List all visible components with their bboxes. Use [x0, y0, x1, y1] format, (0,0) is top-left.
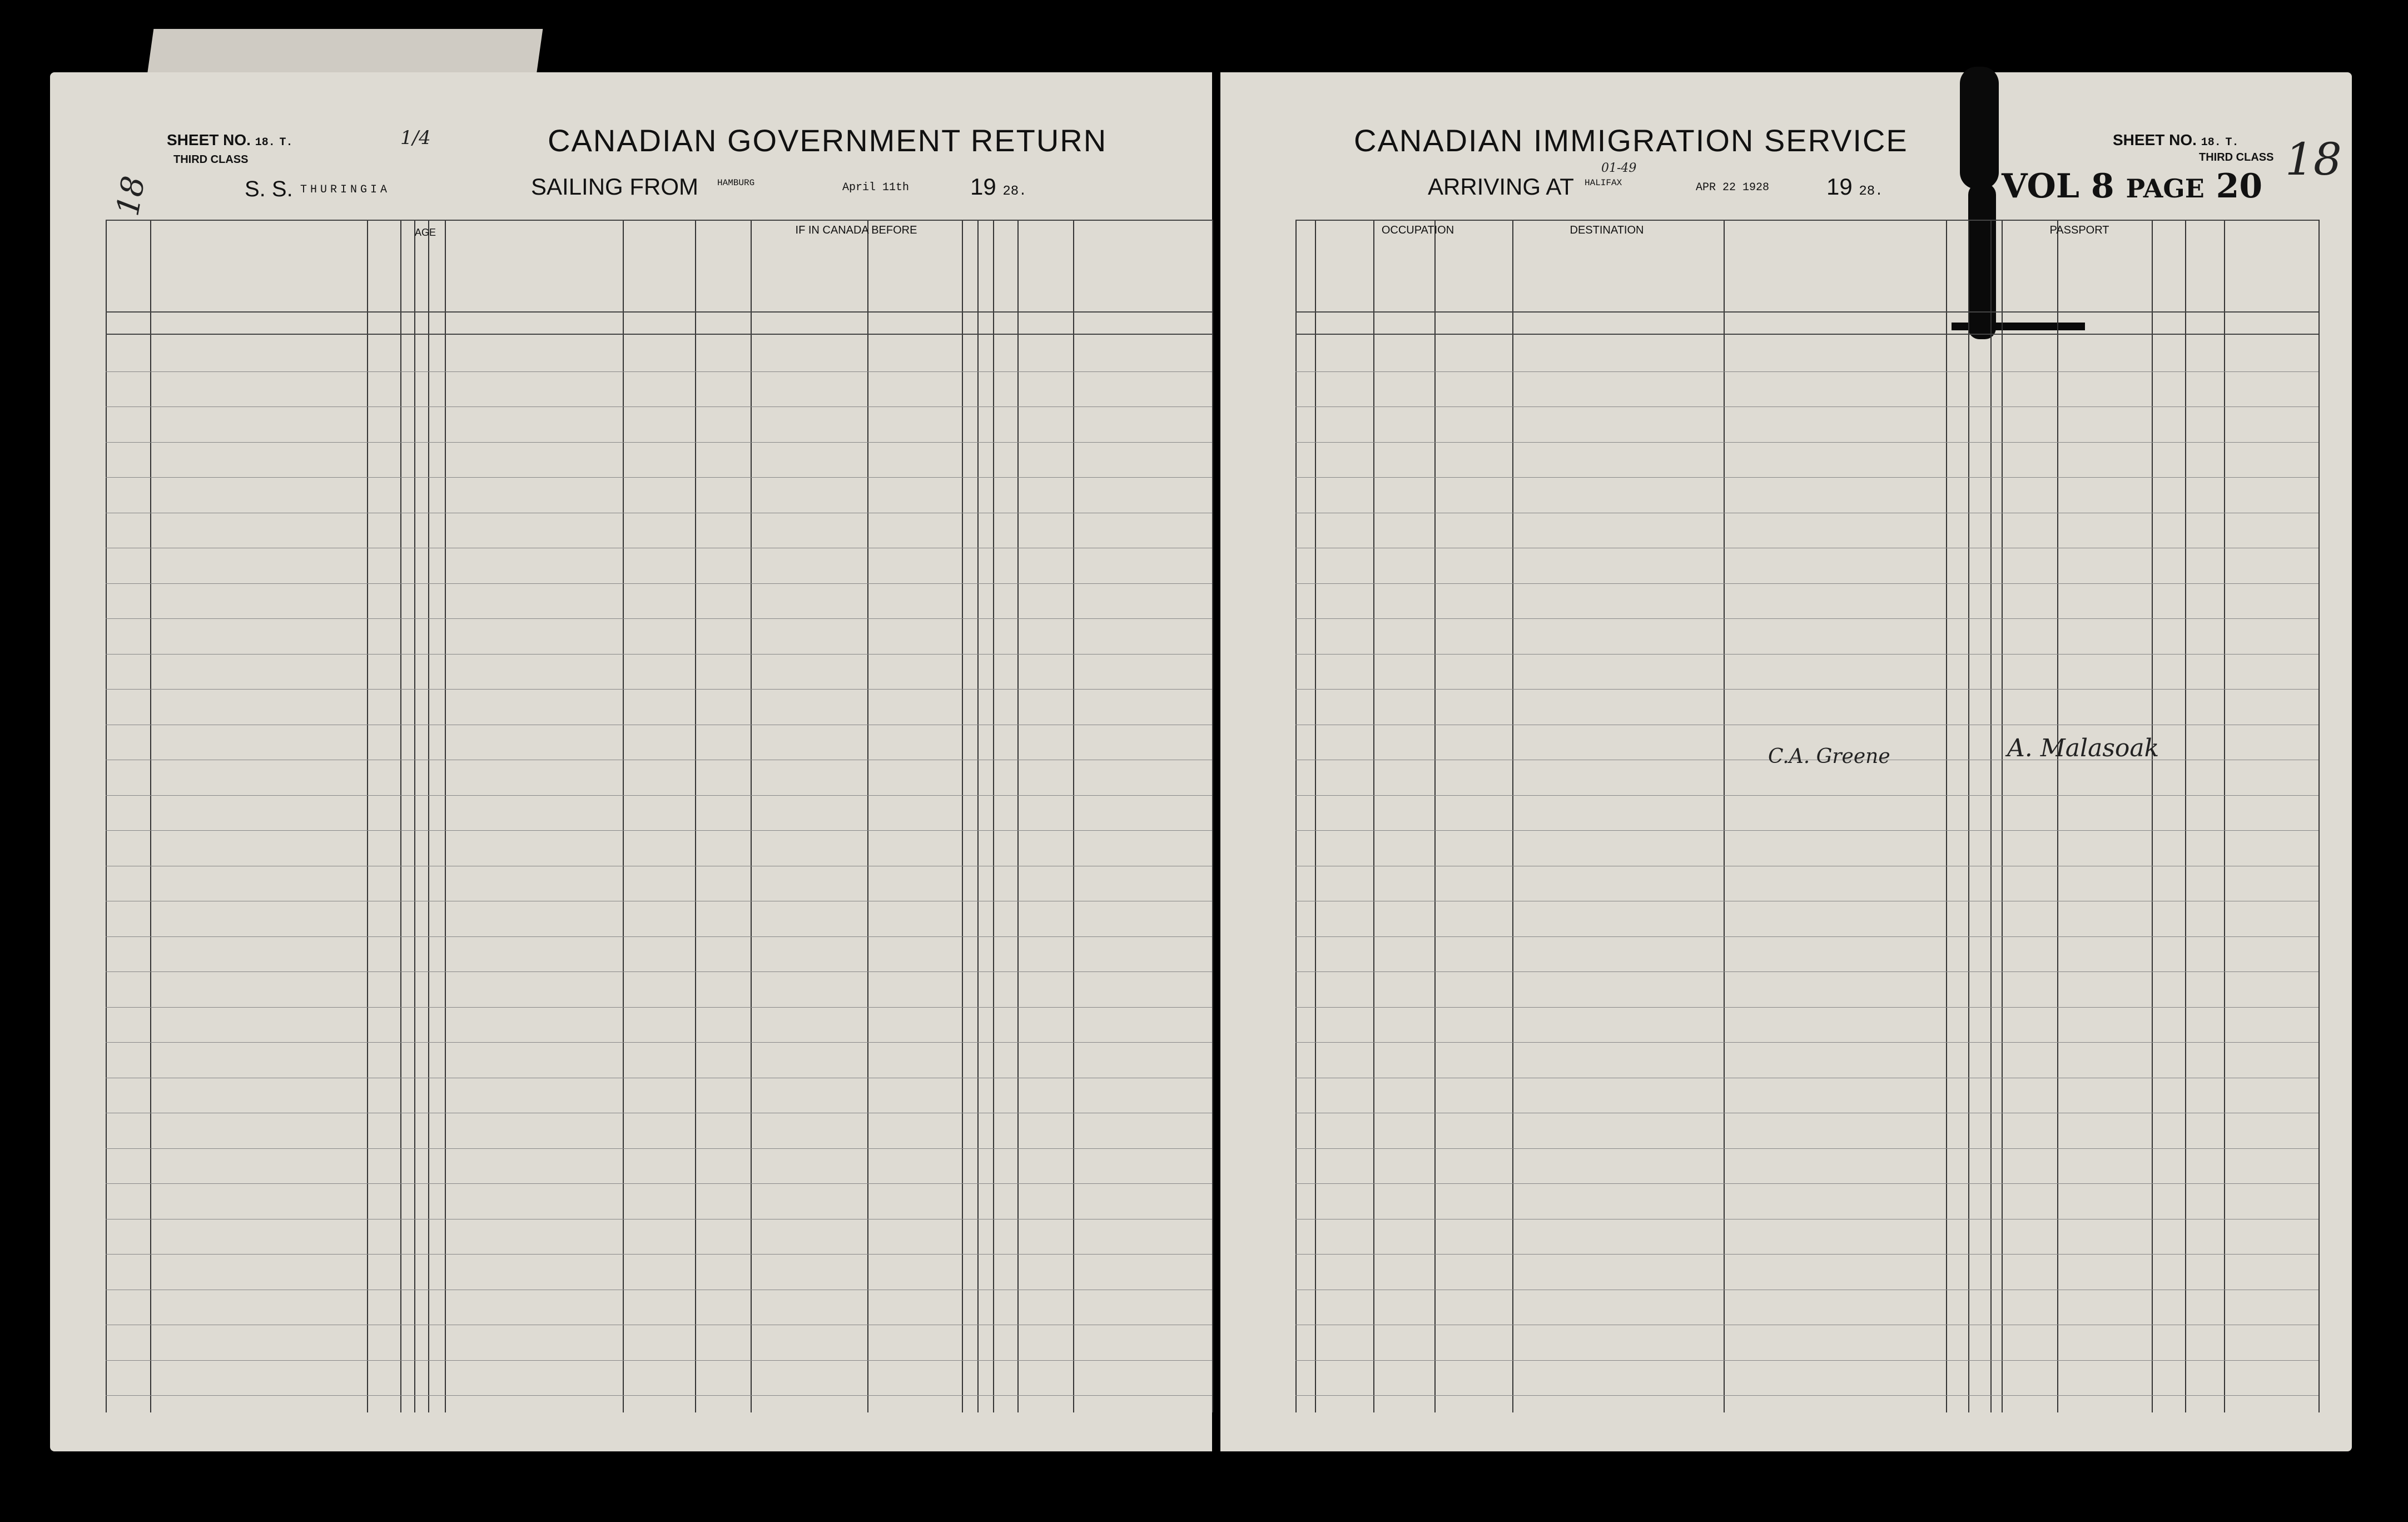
left-sailing-label: SAILING FROM: [531, 173, 699, 200]
left-ship-name: THURINGIA: [300, 184, 391, 196]
column-divider: [2057, 220, 2058, 1412]
ink-cross: [1952, 323, 2085, 330]
row-rule: [106, 583, 1212, 584]
left-ss-label: S. S.: [245, 177, 293, 201]
right-arrival-date: APR 22 1928: [1696, 181, 1770, 194]
row-rule: [1295, 1395, 2318, 1396]
right-signature: A. Malasoak: [2007, 734, 2159, 762]
right-sheet-label: SHEET NO. 18. T.: [2113, 131, 2239, 149]
row-rule: [1295, 971, 2318, 972]
column-divider: [150, 220, 151, 1412]
destination-group-header: DESTINATION: [1570, 224, 1644, 236]
row-rule: [106, 1042, 1212, 1043]
row-rule: [106, 477, 1212, 478]
row-rule: [106, 795, 1212, 796]
row-rule: [1295, 442, 2318, 443]
column-divider: [993, 220, 994, 1412]
right-handwritten-page-no: 18: [2285, 133, 2342, 185]
row-rule: [1295, 1148, 2318, 1149]
column-divider: [867, 220, 868, 1412]
row-rule: [106, 1254, 1212, 1255]
column-number-rule: [106, 334, 1212, 335]
row-rule: [1295, 371, 2318, 372]
header-bottom-rule: [106, 311, 1212, 313]
row-rule: [106, 1395, 1212, 1396]
left-signature: C.A. Greene: [1768, 745, 1890, 768]
row-rule: [1295, 406, 2318, 407]
row-rule: [106, 406, 1212, 407]
column-divider: [445, 220, 446, 1412]
column-divider: [1968, 220, 1969, 1412]
column-divider: [1212, 220, 1213, 1412]
header-bottom-rule: [1295, 311, 2318, 313]
row-rule: [106, 971, 1212, 972]
column-divider: [695, 220, 696, 1412]
left-port: HAMBURG: [717, 178, 755, 188]
column-divider: [1315, 220, 1316, 1412]
row-rule: [1295, 1254, 2318, 1255]
left-date: April 11th: [842, 181, 910, 194]
row-rule: [106, 371, 1212, 372]
column-divider: [367, 220, 368, 1412]
header-top-rule: [106, 220, 1212, 221]
row-rule: [1295, 689, 2318, 690]
column-divider: [1724, 220, 1725, 1412]
volume-stamp: VOL 8 PAGE 20: [2002, 167, 2263, 206]
occupation-group-header: OCCUPATION: [1381, 224, 1454, 236]
left-sheet-label: SHEET NO. 18. T.: [167, 131, 293, 149]
row-rule: [106, 830, 1212, 831]
right-arriving-label: ARRIVING AT: [1428, 173, 1574, 200]
canada-before-group-header: IF IN CANADA BEFORE: [795, 224, 917, 236]
column-divider: [1512, 220, 1513, 1412]
column-divider: [1373, 220, 1374, 1412]
column-divider: [977, 220, 979, 1412]
ink-blot: [1960, 67, 1999, 189]
row-rule: [106, 654, 1212, 655]
left-handwritten-page: 1/4: [400, 127, 431, 149]
column-divider: [400, 220, 401, 1412]
column-divider: [962, 220, 963, 1412]
column-divider: [1946, 220, 1947, 1412]
row-rule: [1295, 1007, 2318, 1008]
row-rule: [1295, 830, 2318, 831]
ink-smear: [1968, 184, 1996, 339]
column-divider: [1295, 220, 1297, 1412]
passport-group-header: PASSPORT: [2049, 224, 2109, 236]
left-title: CANADIAN GOVERNMENT RETURN: [548, 123, 1108, 158]
column-divider: [1434, 220, 1436, 1412]
right-year: 19 28.: [1826, 173, 1883, 200]
row-rule: [106, 1360, 1212, 1361]
column-divider: [2152, 220, 2153, 1412]
left-class-label: THIRD CLASS: [173, 153, 249, 166]
column-divider: [2002, 220, 2003, 1412]
row-rule: [106, 936, 1212, 937]
column-divider: [2224, 220, 2225, 1412]
right-stamp-code: 01-49: [1601, 161, 1637, 175]
row-rule: [106, 442, 1212, 443]
row-rule: [1295, 795, 2318, 796]
column-divider: [751, 220, 752, 1412]
row-rule: [1295, 1183, 2318, 1184]
column-divider: [1990, 220, 1992, 1412]
row-rule: [106, 1183, 1212, 1184]
row-rule: [106, 618, 1212, 619]
row-rule: [1295, 936, 2318, 937]
row-rule: [1295, 1042, 2318, 1043]
row-rule: [106, 689, 1212, 690]
left-handwritten-sheet: 18: [110, 173, 152, 219]
age-group-header: AGE: [414, 227, 436, 238]
column-divider: [106, 220, 107, 1412]
row-rule: [1295, 654, 2318, 655]
column-divider: [1017, 220, 1019, 1412]
row-rule: [1295, 618, 2318, 619]
column-divider: [2185, 220, 2186, 1412]
column-divider: [2318, 220, 2320, 1412]
header-top-rule: [1295, 220, 2318, 221]
left-ledger-page: [50, 72, 1212, 1451]
column-divider: [428, 220, 429, 1412]
column-divider: [1073, 220, 1074, 1412]
row-rule: [106, 1148, 1212, 1149]
page-tab-strip: [147, 29, 543, 79]
right-title: CANADIAN IMMIGRATION SERVICE: [1354, 123, 1908, 158]
column-divider: [623, 220, 624, 1412]
row-rule: [1295, 583, 2318, 584]
row-rule: [106, 1007, 1212, 1008]
row-rule: [1295, 477, 2318, 478]
right-port: HALIFAX: [1585, 178, 1622, 188]
left-year: 19 28.: [970, 173, 1027, 200]
column-divider: [414, 220, 415, 1412]
column-number-rule: [1295, 334, 2318, 335]
right-class-label: THIRD CLASS: [2199, 151, 2274, 163]
row-rule: [1295, 1360, 2318, 1361]
